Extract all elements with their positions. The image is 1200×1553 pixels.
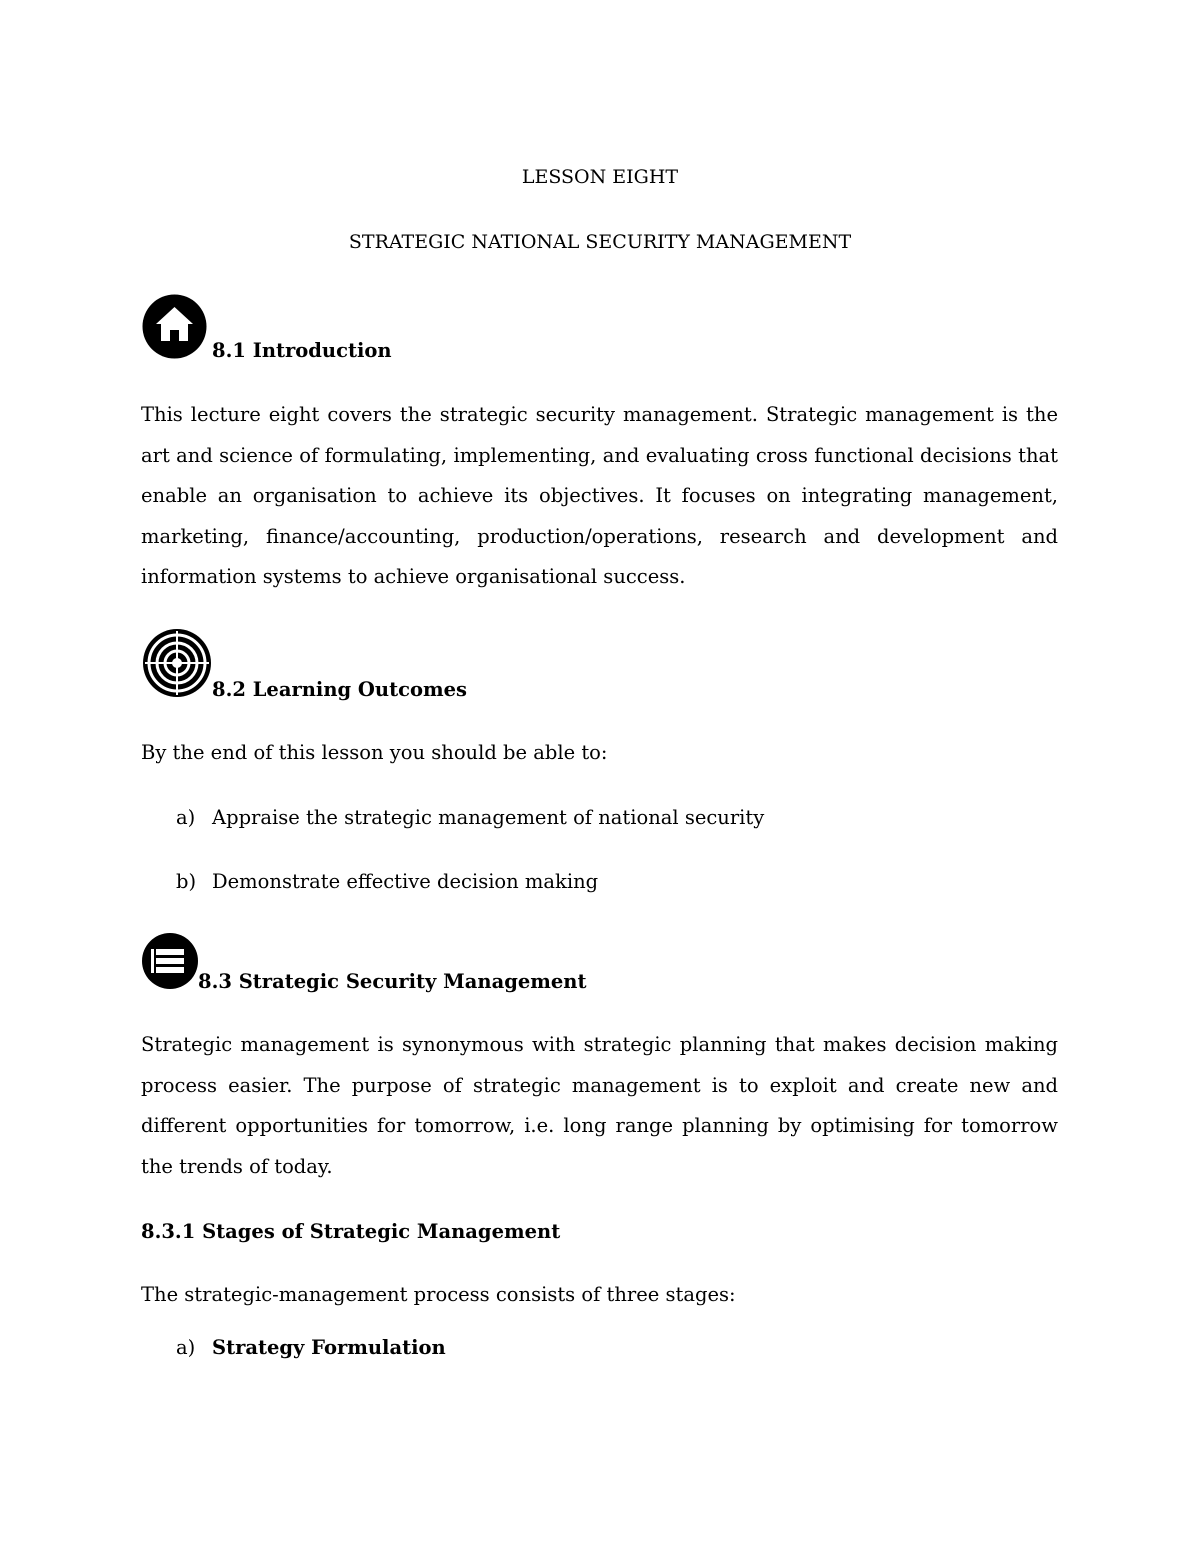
subsection-heading-stages: 8.3.1 Stages of Strategic Management <box>141 1220 561 1243</box>
list-marker: b) <box>176 870 197 893</box>
section-heading-introduction: 8.1 Introduction <box>212 339 392 362</box>
list-item-text: Appraise the strategic management of national security <box>212 806 765 829</box>
list-item <box>176 1336 446 1359</box>
section-heading-strategic-security-management: 8.3 Strategic Security Management <box>198 970 587 993</box>
section-heading-learning-outcomes: 8.2 Learning Outcomes <box>212 678 467 701</box>
list-item <box>176 806 764 829</box>
list-marker: a) <box>176 806 196 829</box>
list-marker: a) <box>176 1336 196 1359</box>
lesson-title: STRATEGIC NATIONAL SECURITY MANAGEMENT <box>348 231 852 253</box>
list-item-text: Strategy Formulation <box>212 1336 446 1359</box>
stages-lead: The strategic-management process consists of three stages: <box>141 1283 736 1306</box>
target-icon <box>141 628 214 698</box>
introduction-paragraph: This lecture eight covers the strategic security management. Strategic management is the art and science of formulating, implementing, and evaluating cross functional decisions that enable an organisation to achieve its objectives. It focuses on integrating management, marketing, finance/accounting, production/operations, research and development and information systems to achieve organisational success. <box>141 403 1058 588</box>
lesson-number: LESSON EIGHT <box>521 166 679 188</box>
list-icon <box>141 932 199 990</box>
list-item-text: Demonstrate effective decision making <box>212 870 599 893</box>
home-icon <box>141 293 208 360</box>
strategic-paragraph: Strategic management is synonymous with strategic planning that makes decision making process easier. The purpose of strategic management is to exploit and create new and different opportunities for tomorrow, i.e. long range planning by optimising for tomorrow the trends of today. <box>141 1033 1058 1178</box>
outcomes-lead: By the end of this lesson you should be able to: <box>141 741 608 764</box>
list-item <box>176 870 598 893</box>
